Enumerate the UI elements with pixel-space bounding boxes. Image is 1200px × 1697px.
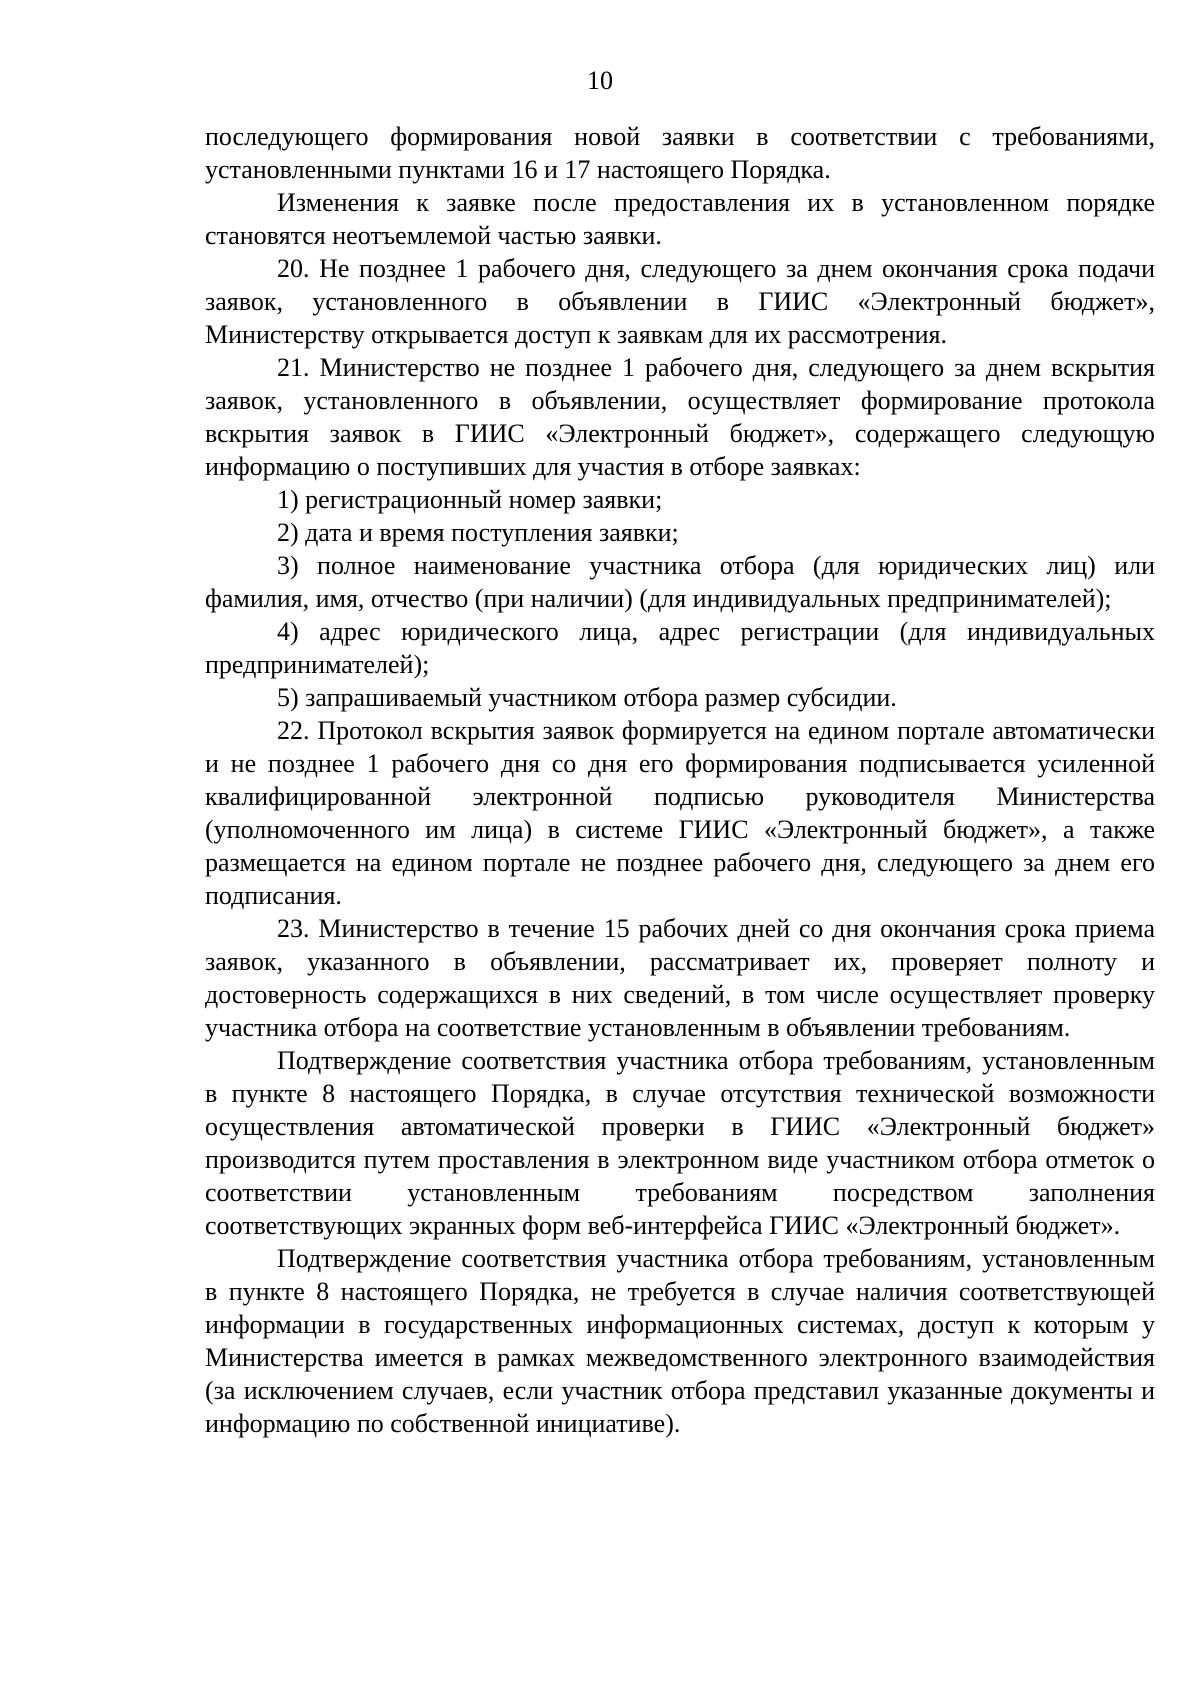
paragraph-confirmation: Подтверждение соответствия участника отбора требованиям, установленным в пункте 8 настоящего Порядка, в случае отсутствия технической возможности осуществления автоматической проверки в ГИИС «Электронный бюджет» производится путем проставления в электронном виде участником отбора отметок о соответствии установленным требованиям посредством заполнения соответствующих экранных форм веб-интерфейса ГИИС «Электронный бюджет». xyxy=(205,1046,1155,1240)
list-item-2: 2) дата и время поступления заявки; xyxy=(277,518,679,547)
paragraph-changes: Изменения к заявке после предоставления их в установленном порядке становятся неотъемлемой частью заявки. xyxy=(205,188,1155,250)
paragraph-22: 22. Протокол вскрытия заявок формируется на едином портале автоматически и не позднее 1 рабочего дня со дня его формирования подписывается усиленной квалифицированной электронной подписью руководителя Министерства (уполномоченного им лица) в системе ГИИС «Электронный бюджет», а также размещается на едином портале не позднее рабочего дня, следующего за днем его подписания. xyxy=(205,716,1155,910)
list-item-3: 3) полное наименование участника отбора (для юридических лиц) или фамилия, имя, отчество (при наличии) (для индивидуальных предпринимателей); xyxy=(205,551,1155,613)
list-item-4: 4) адрес юридического лица, адрес регистрации (для индивидуальных предпринимателей); xyxy=(205,617,1155,679)
document-body xyxy=(205,120,1155,1440)
paragraph-20: 20. Не позднее 1 рабочего дня, следующего за днем окончания срока подачи заявок, установленного в объявлении в ГИИС «Электронный бюджет», Министерству открывается доступ к заявкам для их рассмотрения. xyxy=(205,254,1155,349)
paragraph-confirmation-exception: Подтверждение соответствия участника отбора требованиям, установленным в пункте 8 настоящего Порядка, не требуется в случае наличия соответствующей информации в государственных информационных системах, доступ к которым у Министерства имеется в рамках межведомственного электронного взаимодействия (за исключением случаев, если участник отбора представил указанные документы и информацию по собственной инициативе). xyxy=(205,1244,1155,1438)
paragraph-23: 23. Министерство в течение 15 рабочих дней со дня окончания срока приема заявок, указанного в объявлении, рассматривает их, проверяет полноту и достоверность содержащихся в них сведений, в том числе осуществляет проверку участника отбора на соответствие установленным в объявлении требованиям. xyxy=(205,914,1155,1042)
paragraph-21: 21. Министерство не позднее 1 рабочего дня, следующего за днем вскрытия заявок, установленного в объявлении, осуществляет формирование протокола вскрытия заявок в ГИИС «Электронный бюджет», содержащего следующую информацию о поступивших для участия в отборе заявках: xyxy=(205,353,1155,481)
list-item-1: 1) регистрационный номер заявки; xyxy=(277,485,663,514)
list-item-5: 5) запрашиваемый участником отбора размер субсидии. xyxy=(277,683,897,712)
page-number: 10 xyxy=(587,66,613,95)
paragraph-continuation: последующего формирования новой заявки в соответствии с требованиями, установленными пунктами 16 и 17 настоящего Порядка. xyxy=(205,122,1155,184)
